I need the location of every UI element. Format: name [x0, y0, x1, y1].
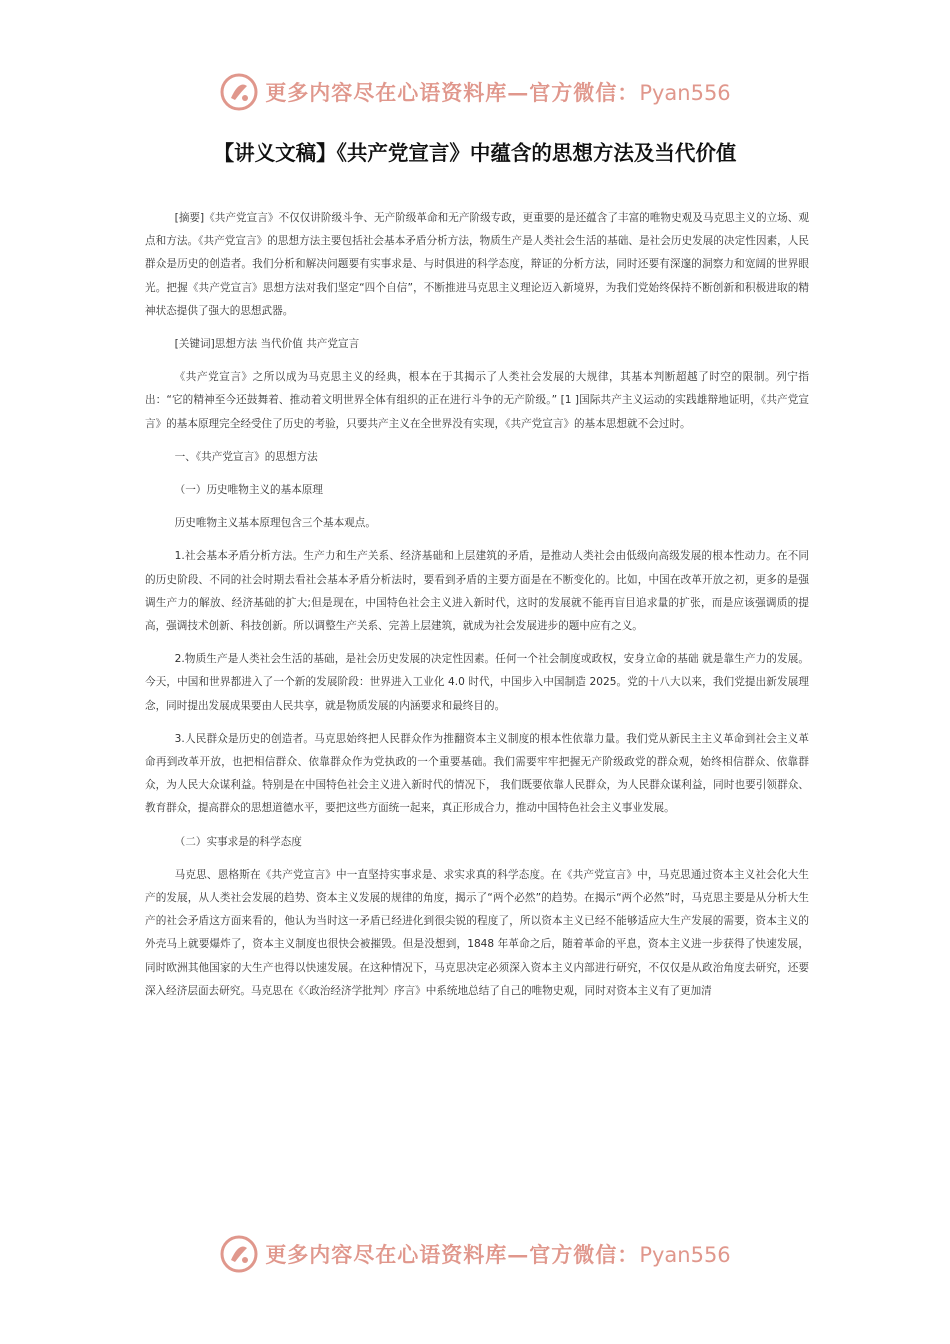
- watermark-text: 更多内容尽在心语资料库—官方微信：Pyan556: [265, 80, 731, 105]
- keywords-paragraph: [关键词]思想方法 当代价值 共产党宣言: [174, 338, 360, 351]
- watermark-text: 更多内容尽在心语资料库—官方微信：Pyan556: [265, 1242, 731, 1267]
- abstract-paragraph: [摘要]《共产党宣言》不仅仅讲阶级斗争、无产阶级革命和无产阶级专政，更重要的是还蕴含了丰富的唯物史观及马克思主义的立场、观点和方法。《共产党宣言》的思想方法主要包括社会基本矛盾分析方法，物质生产是人类社会生活的基础、是社会历史发展的决定性因素，人民群众是历史的创造者。我们分析和解决问题要有实事求是、与时俱进的科学态度，辩证的分析方法，同时还要有深邃的洞察力和宽阔的世界眼光。把握《共产党宣言》思想方法对我们坚定“四个自信”，不断推进马克思主义理论迈入新境界，为我们党始终保持不断创新和积极进取的精神状态提供了强大的思想武器。: [145, 212, 809, 317]
- document-title: 【讲义文稿】《共产党宣言》中蕴含的思想方法及当代价值: [213, 141, 737, 165]
- body-paragraph: 3.人民群众是历史的创造者。马克思始终把人民群众作为推翻资本主义制度的根本性依靠力量。我们党从新民主主义革命到社会主义革命再到改革开放，也把相信群众、依靠群众作为党执政的一个重要基础。我们需要牢牢把握无产阶级政党的群众观，始终相信群众、依靠群众，为人民大众谋利益。特别是在中国特色社会主义进入新时代的情况下， 我们既要依靠人民群众，为人民群众谋利益，同时也要引领群众、教育群众，提高群众的思想道德水平，要把这些方面统一起来，真正形成合力，推动中国特色社会主义事业发展。: [145, 732, 809, 815]
- logo-seal-icon: [219, 72, 259, 112]
- body-paragraph: 马克思、恩格斯在《共产党宣言》中一直坚持实事求是、求实求真的科学态度。在《共产党宣言》中，马克思通过资本主义社会化大生产的发展，从人类社会发展的趋势、资本主义发展的规律的角度，揭示了“两个必然”的趋势。在揭示“两个必然”时，马克思主要是从分析大生产的社会矛盾这方面来看的，他认为当时这一矛盾已经进化到很尖锐的程度了，所以资本主义已经不能够适应大生产发展的需要，资本主义的外壳马上就要爆炸了，资本主义制度也很快会被摧毁。但是没想到，1848 年革命之后，随着革命的平息，资本主义进一步获得了快速发展，同时欧洲其他国家的大生产也得以快速发展。在这种情况下，马克思决定必须深入资本主义内部进行研究，不仅仅是从政治角度去研究，还要深入经济层面去研究。马克思在《〈政治经济学批判〉序言》中系统地总结了自己的唯物史观，同时对资本主义有了更加清: [145, 868, 809, 997]
- intro-paragraph: 《共产党宣言》之所以成为马克思主义的经典，根本在于其揭示了人类社会发展的大规律，其基本判断超越了时空的限制。列宁指出：“它的精神至今还鼓舞着、推动着文明世界全体有组织的正在进行斗争的无产阶级。” [1 ]国际共产主义运动的实践雄辩地证明，《共产党宣言》的基本原理完全经受住了历史的考验，只要共产主义在全世界没有实现，《共产党宣言》的基本思想就不会过时。: [145, 371, 809, 430]
- subsection-heading-2: （二）实事求是的科学态度: [174, 835, 302, 848]
- watermark-banner-bottom: [0, 1232, 950, 1276]
- watermark-banner-top: [0, 70, 950, 114]
- document-body: [145, 207, 809, 1013]
- body-paragraph: 历史唯物主义基本原理包含三个基本观点。: [174, 517, 376, 530]
- subsection-heading-1: （一）历史唯物主义的基本原理: [174, 484, 323, 497]
- logo-seal-icon: [219, 1234, 259, 1274]
- section-heading-1: 一、《共产党宣言》的思想方法: [174, 450, 318, 463]
- body-paragraph: 2.物质生产是人类社会生活的基础，是社会历史发展的决定性因素。任何一个社会制度或政权，安身立命的基础 就是靠生产力的发展。今天，中国和世界都进入了一个新的发展阶段：世界进入工业化 4.0 时代，中国步入中国制造 2025。党的十八大以来，我们党提出新发展理念，同时提出发展成果要由人民共享，就是物质发展的内涵要求和最终目的。: [145, 653, 809, 712]
- body-paragraph: 1.社会基本矛盾分析方法。生产力和生产关系、经济基础和上层建筑的矛盾，是推动人类社会由低级向高级发展的根本性动力。在不同的历史阶段、不同的社会时期去看社会基本矛盾分析法时，要看到矛盾的主要方面是在不断变化的。比如，中国在改革开放之初，更多的是强调生产力的解放、经济基础的扩大;但是现在，中国特色社会主义进入新时代，这时的发展就不能再盲目追求量的扩张，而是应该强调质的提高，强调技术创新、科技创新。所以调整生产关系、完善上层建筑，就成为社会发展进步的题中应有之义。: [145, 550, 809, 633]
